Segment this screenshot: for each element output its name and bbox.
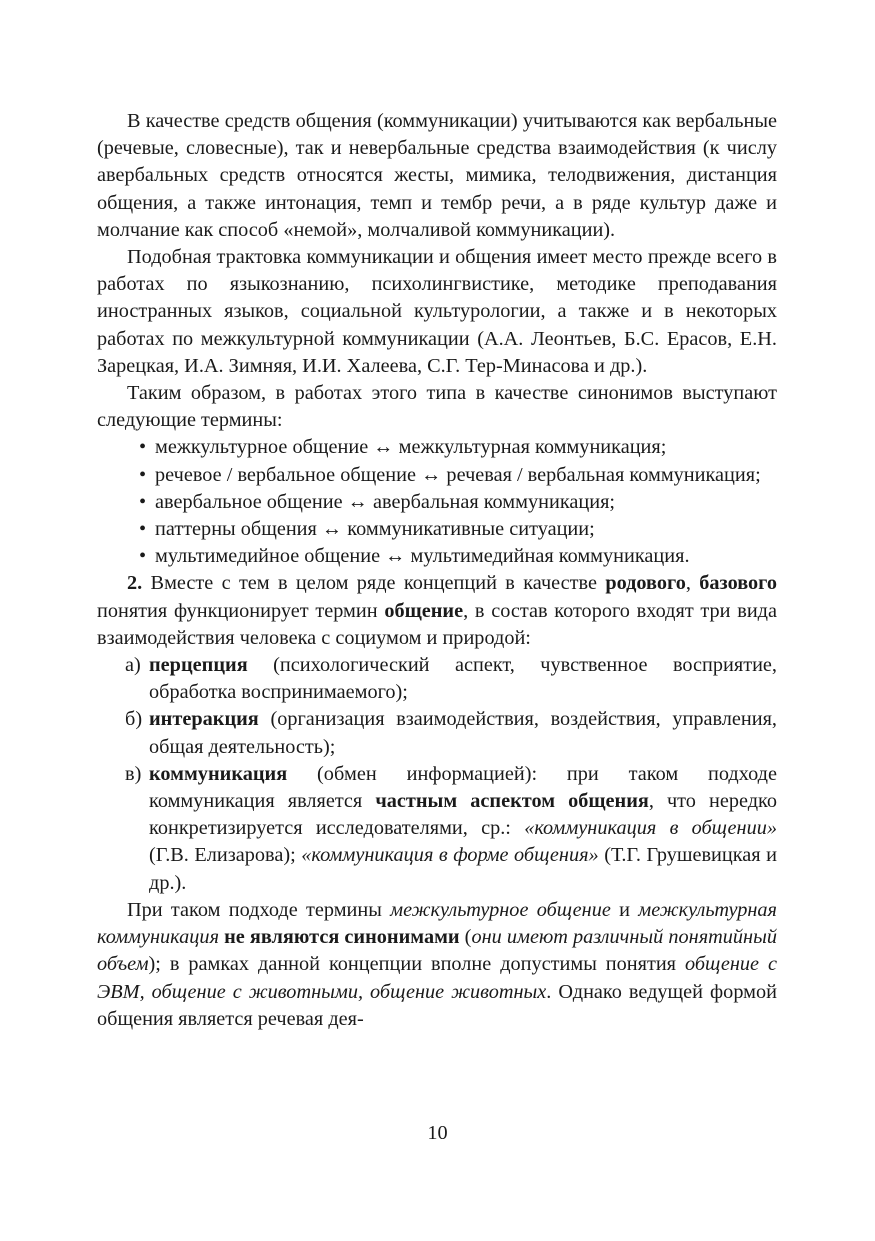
text-run: (организация взаимодействия, воздействия, управления, общая деятельность); [149,708,777,758]
text-run: ( [459,926,472,949]
page-number: 10 [427,1122,448,1144]
list-marker: в) [125,762,142,785]
term-bold: интеракция [149,708,259,731]
page-body [97,108,777,1033]
text-run: , что нередко конкретизируется исследователями, ср.: [149,790,777,840]
term-bold: перцепция [149,654,248,677]
list-item-interaction [97,706,777,760]
paragraph-communication-means: В качестве средств общения (коммуникации) учитываются как вербальные (речевые, словесные), так и невербальные средства взаимодействия (к числу авербальных средств относятся жесты, мимика, телодвижения, дистанция общения, а также интонация, темп и тембр речи, а в ряде культур даже и молчание как способ «немой», молчаливой коммуникации). [97,110,777,241]
list-item: • межкультурное общение ↔ межкультурная коммуникация; [97,434,777,461]
interaction-types-list [97,652,777,897]
list-item: • мультимедийное общение ↔ мультимедийная коммуникация. [97,543,777,570]
section-number: 2. [127,572,143,595]
term-italic: межкультурное общение [390,898,611,921]
term-bold: коммуникация [149,762,288,785]
term-italic: межкультурная коммуникация [97,898,777,949]
text-run: . Однако ведущей формой общения является речевая дея- [97,980,777,1030]
paragraph-not-synonyms [97,897,777,1033]
quote-italic: «коммуникация в общении» [524,817,777,840]
term-bold: общение [384,599,464,622]
term-italic: общение с ЭВМ, общение с животными, общение животных [97,953,778,1003]
text-run: (Г.В. Елизарова); [149,844,302,867]
list-item: • авербальное общение ↔ авербальная коммуникация; [97,489,777,516]
text-run: Вместе с тем в целом ряде концепций в качестве [142,572,606,595]
text-run: ); в рамках данной концепции вполне допустимы понятия [148,953,685,976]
list-item-perception [97,652,777,706]
text-run: (Т.Г. Грушевицкая и др.). [149,844,777,894]
term-italic: они имеют различный понятийный объем [97,926,777,976]
text-run: и [610,898,639,921]
list-item-communication [97,761,777,897]
text-run: , в состав которого входят три вида взаимодействия человека с социумом и природой: [97,599,777,649]
list-marker: б) [125,708,143,731]
term-bold: частным аспектом общения [375,790,649,813]
text-run: , [685,572,700,595]
quote-italic: «коммуникация в форме общения» [301,844,599,867]
paragraph-synonyms-intro: Таким образом, в работах этого типа в качестве синонимов выступают следующие термины: [97,382,777,432]
text-run: (обмен информацией): при таком подходе коммуникация является [149,762,777,813]
list-item: • паттерны общения ↔ коммуникативные ситуации; [97,516,777,543]
synonyms-list [97,434,777,570]
paragraph-generic-concept [97,570,777,652]
term-bold: не являются синонимами [224,926,460,949]
text-run: (психологический аспект, чувственное восприятие, обработка воспринимаемого); [149,654,777,704]
term-bold: родового [605,572,686,595]
list-marker: а) [125,654,141,677]
list-item: • речевое / вербальное общение ↔ речевая / вербальная коммуникация; [97,462,777,489]
text-run: При таком подходе термины [127,898,391,921]
paragraph-interpretation: Подобная трактовка коммуникации и общения имеет место прежде всего в работах по языкознанию, психолингвистике, методике преподавания иностранных языков, социальной культурологии, а также и в некоторых работах по межкультурной коммуникации (А.А. Леонтьев, Б.С. Ерасов, Е.Н. Зарецкая, И.А. Зимняя, И.И. Халеева, С.Г. Тер-Минасова и др.). [97,246,777,377]
text-run: понятия функционирует термин [97,599,385,622]
term-bold: базового [699,572,777,595]
